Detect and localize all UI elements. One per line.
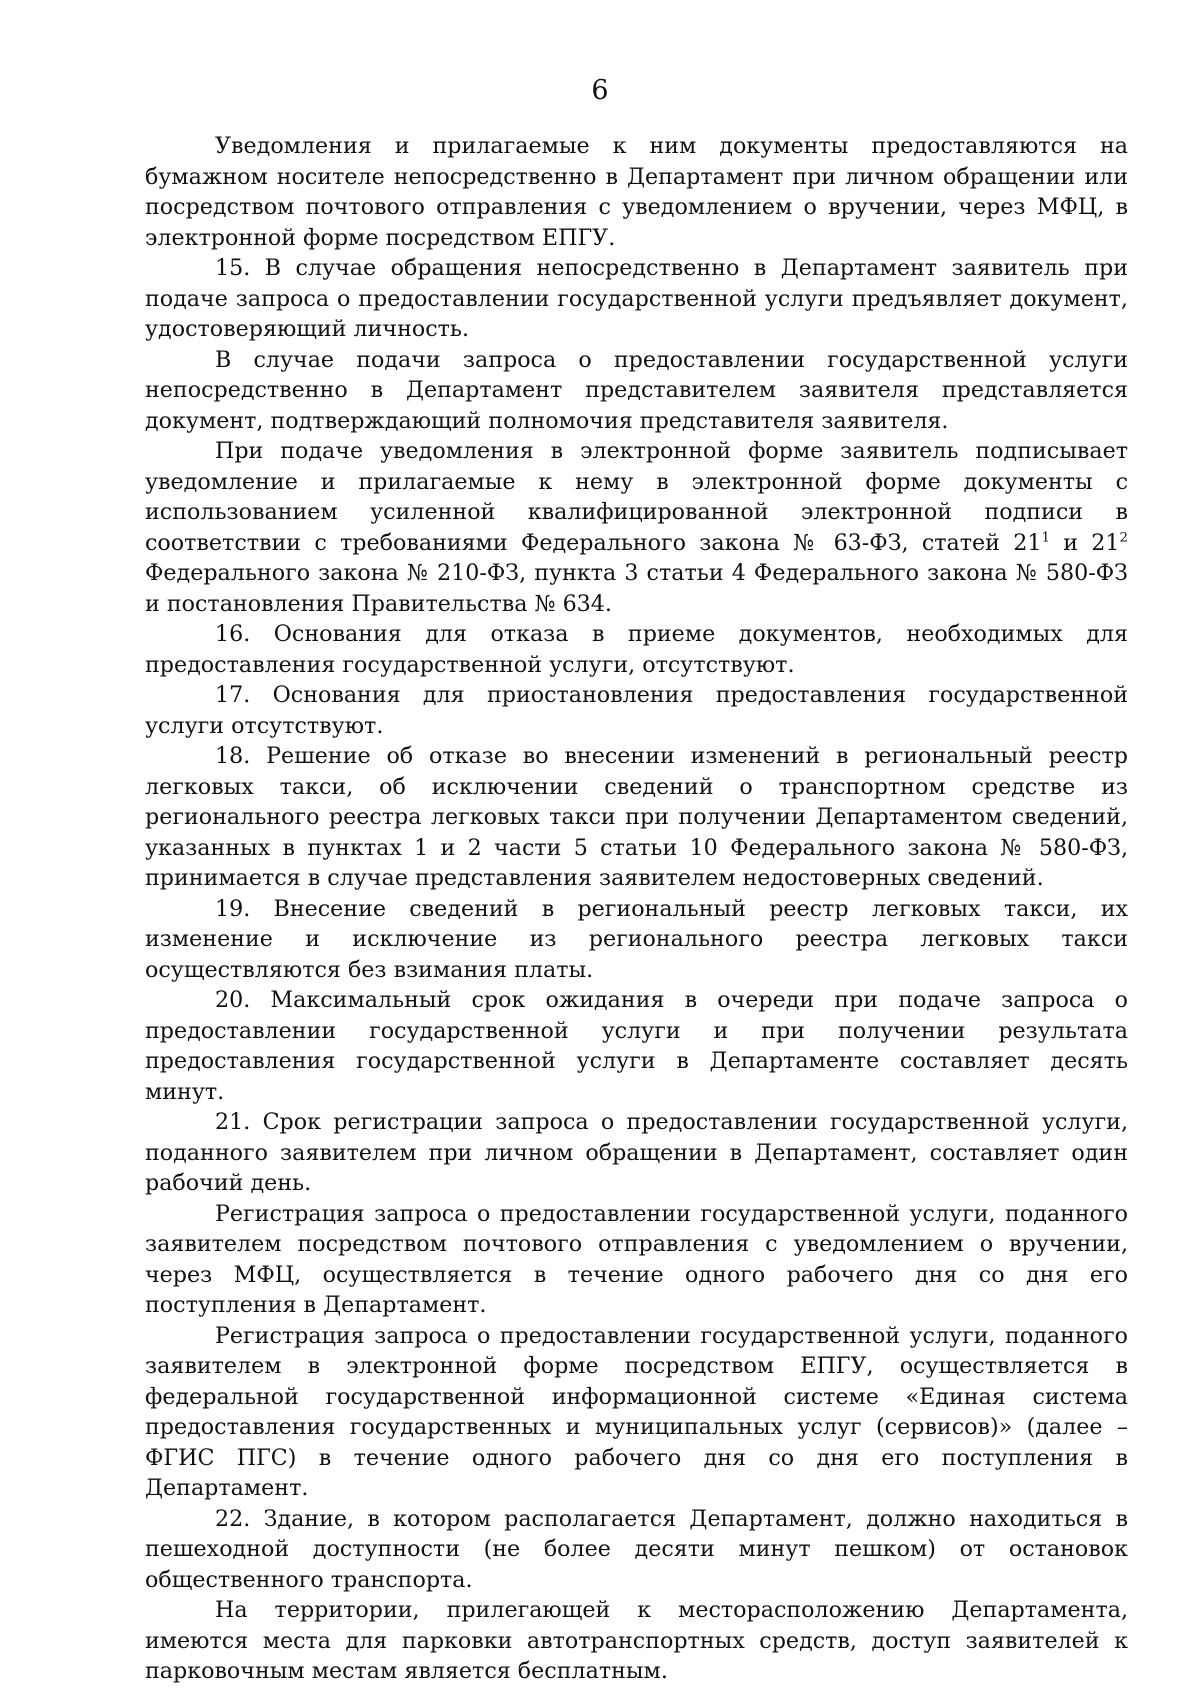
paragraph-registration-epgu: Регистрация запроса о предоставлении государственной услуги, поданного заявителем в электронной форме посредством ЕПГУ, осуществляется в федеральной государственной информационной системе «Единая система предоставления государственных и муниципальных услуг (сервисов)» (далее – ФГИС ПГС) в течение одного рабочего дня со дня его поступления в Департамент.	[145, 1322, 1128, 1501]
paragraph-21: 21. Срок регистрации запроса о предоставлении государственной услуги, поданного заявителем при личном обращении в Департамент, составляет один рабочий день.	[145, 1109, 1128, 1196]
paragraph-16: 16. Основания для отказа в приеме документов, необходимых для предоставления государственной услуги, отсутствуют.	[145, 621, 1128, 678]
electronic-signature-text-part-1: При подаче уведомления в электронной форме заявитель подписывает уведомление и прилагаемые к нему в электронной форме документы с использованием усиленной квалифицированной электронной подписи в соответствии с требованиями Федерального закона № 63-ФЗ, статей 21	[145, 438, 1128, 556]
electronic-signature-text-part-2: и 21	[1049, 529, 1120, 556]
superscript-2: 2	[1119, 530, 1128, 546]
document-body	[145, 131, 1128, 1687]
paragraph-15: 15. В случае обращения непосредственно в Департамент заявитель при подаче запроса о предоставлении государственной услуги предъявляет документ, удостоверяющий личность.	[145, 255, 1128, 342]
superscript-1: 1	[1041, 530, 1050, 546]
paragraph-electronic-signature	[145, 436, 1128, 619]
paragraph-22: 22. Здание, в котором располагается Департамент, должно находиться в пешеходной доступности (не более десяти минут пешком) от остановок общественного транспорта.	[145, 1505, 1128, 1593]
paragraph-19: 19. Внесение сведений в региональный реестр легковых такси, их изменение и исключение из регионального реестра легковых такси осуществляются без взимания платы.	[145, 895, 1128, 983]
paragraph-20: 20. Максимальный срок ожидания в очереди при подаче запроса о предоставлении государственной услуги и при получении результата предоставления государственной услуги в Департаменте составляет десять минут.	[145, 987, 1128, 1105]
paragraph-parking: На территории, прилегающей к месторасположению Департамента, имеются места для парковки автотранспортных средств, доступ заявителей к парковочным местам является бесплатным.	[145, 1597, 1128, 1684]
paragraph-18: 18. Решение об отказе во внесении изменений в региональный реестр легковых такси, об исключении сведений о транспортном средстве из регионального реестра легковых такси при получении Департаментом сведений, указанных в пунктах 1 и 2 части 5 статьи 10 Федерального закона № 580-ФЗ, принимается в случае представления заявителем недостоверных сведений.	[145, 743, 1128, 891]
paragraph-representative: В случае подачи запроса о предоставлении государственной услуги непосредственно в Департамент представителем заявителя представляется документ, подтверждающий полномочия представителя заявителя.	[145, 346, 1128, 434]
paragraph-registration-mail-mfc: Регистрация запроса о предоставлении государственной услуги, поданного заявителем посредством почтового отправления с уведомлением о вручении, через МФЦ, осуществляется в течение одного рабочего дня со дня его поступления в Департамент.	[145, 1200, 1128, 1318]
electronic-signature-text-part-3: Федерального закона № 210-ФЗ, пункта 3 статьи 4 Федерального закона № 580-ФЗ и постановления Правительства № 634.	[145, 560, 1128, 617]
paragraph-notification-submission: Уведомления и прилагаемые к ним документы предоставляются на бумажном носителе непосредственно в Департамент при личном обращении или посредством почтового отправления с уведомлением о вручении, через МФЦ, в электронной форме посредством ЕПГУ.	[145, 133, 1128, 251]
page-number: 6	[591, 75, 609, 106]
paragraph-17: 17. Основания для приостановления предоставления государственной услуги отсутствуют.	[145, 682, 1128, 739]
